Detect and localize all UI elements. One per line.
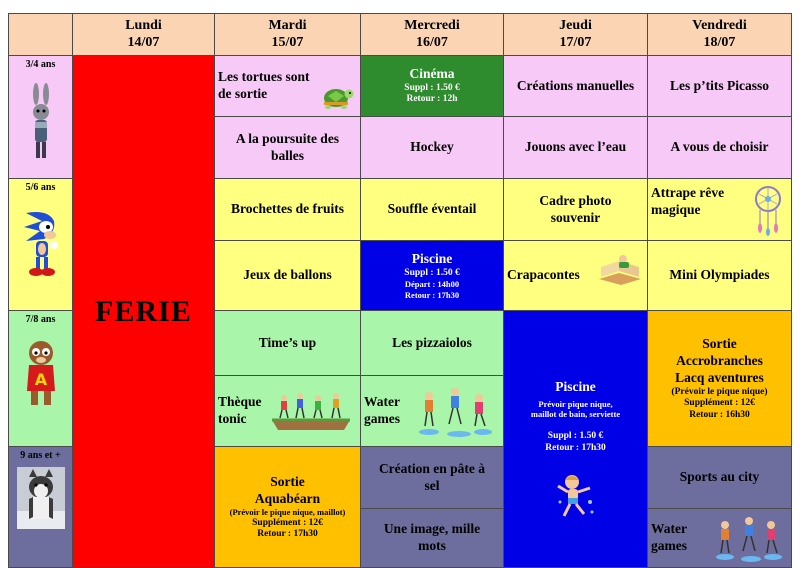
activity-piscine-mercredi [360,240,504,311]
swimmer-icon [556,472,596,520]
activity-retour: Retour : 17h30 [545,442,606,453]
age-label: 9 ans et + [20,450,61,461]
kids-playing-icon [268,390,354,436]
header-lundi [72,13,215,56]
activity-label: Jeux de ballons [243,267,332,283]
water-splash-icon [415,384,495,442]
age-5-6 [8,178,73,311]
ferie-cell [72,55,215,568]
activity-accrobranches [647,310,792,447]
day-date: 17/07 [559,34,592,50]
activity-title: Sortie Aquabéarn [254,473,321,506]
header-jeudi [503,13,648,56]
activity-label: Les pizzaiolos [392,334,472,350]
activity-suppl: Supplément : 12€ [684,398,755,409]
activity-label: A la poursuite des balles [235,130,340,163]
activity-hockey [360,116,504,179]
day-name: Lundi [125,18,162,34]
activity-title: Sortie Accrobranches Lacq aventures [675,336,764,385]
activity-water-games-vendredi [647,508,792,568]
activity-creations [503,55,648,117]
activity-title: Piscine [555,379,596,394]
activity-attrape-reve [647,178,792,241]
activity-retour: Retour : 17h30 [257,528,318,539]
activity-label: Time’s up [258,334,317,350]
activity-tortues [214,55,361,117]
activity-jouons-eau [503,116,648,179]
activity-note: Prévoir pique nique, maillot de bain, serviette [530,398,621,420]
activity-aquabearn [214,446,361,568]
activity-suppl: Suppl : 1.50 € [404,268,460,279]
activity-label: Les p’tits Picasso [670,77,769,93]
activity-label: Création en pâte à sel [378,460,486,493]
activity-brochettes [214,178,361,241]
water-splash-icon [713,515,785,563]
age-label: 3/4 ans [25,59,56,70]
activity-label: Water games [364,394,400,426]
chipmunk-icon [21,335,61,411]
activity-title: Piscine [411,251,453,267]
activity-label: Sports au city [679,469,760,485]
activity-mini-olympiades [647,240,792,311]
day-date: 14/07 [127,34,160,50]
dreamcatcher-icon [753,184,783,236]
activity-pate-sel [360,446,504,509]
activity-label: Crapacontes [507,267,580,283]
activity-note: (Prévoir le pique nique, maillot) [229,507,346,518]
activity-sports-city [647,446,792,509]
activity-crapacontes [503,240,648,311]
book-reading-icon [597,253,643,285]
day-name: Mercredi [404,18,460,34]
activity-title: Cinéma [409,66,455,82]
activity-cadre-photo [503,178,648,241]
age-7-8 [8,310,73,447]
day-name: Vendredi [692,18,747,34]
activity-label: Jouons avec l’eau [524,139,627,155]
activity-une-image [360,508,504,568]
activity-note: (Prévoir le pique nique) [671,386,768,397]
day-name: Mardi [268,18,307,34]
activity-label: Water games [651,521,687,553]
header-mercredi [360,13,504,56]
activity-label: Créations manuelles [516,77,635,93]
activity-poursuite [214,116,361,179]
day-date: 18/07 [703,34,736,50]
header-mardi [214,13,361,56]
rabbit-icon [26,82,56,162]
activity-label: Thèque tonic [218,394,262,426]
age-label: 5/6 ans [25,182,56,193]
activity-label: Attrape rêve magique [651,185,725,217]
activity-choisir [647,116,792,179]
activity-label: Souffle éventail [387,201,477,217]
activity-souffle [360,178,504,241]
activity-suppl: Supplément : 12€ [252,517,323,528]
svg-text:A: A [34,369,47,389]
activity-suppl: Suppl : 1.50 € [547,431,604,442]
ferie-label: FERIE [95,294,192,328]
activity-water-games-mercredi [360,375,504,447]
dog-photo-icon [17,467,65,529]
activity-label: Cadre photo souvenir [539,192,612,225]
activity-label: Mini Olympiades [669,267,770,283]
header-corner [8,13,73,56]
header-vendredi [647,13,792,56]
activity-depart: Départ : 14h00 [404,279,460,290]
activity-retour: Retour : 12h [406,94,458,105]
activity-label: A vous de choisir [670,139,769,155]
activity-retour: Retour : 17h30 [404,289,460,300]
activity-label: Les tortues sont de sortie [218,69,310,101]
activity-retour: Retour : 16h30 [689,409,750,420]
day-name: Jeudi [559,18,592,34]
hedgehog-icon [18,203,64,279]
activity-suppl: Suppl : 1.50 € [404,83,460,94]
day-date: 16/07 [416,34,448,50]
age-3-4 [8,55,73,179]
turtle-icon [320,82,354,112]
activity-times-up [214,310,361,376]
activity-pizzaiolos [360,310,504,376]
activity-piscine-jeudi [503,310,648,568]
activity-label: Une image, mille mots [383,521,481,553]
activity-picasso [647,55,792,117]
activity-label: Brochettes de fruits [231,201,344,217]
activity-theque [214,375,361,447]
day-date: 15/07 [271,34,304,50]
activity-jeux-ballons [214,240,361,311]
activity-cinema [360,55,504,117]
age-label: 7/8 ans [25,314,56,325]
age-9-plus [8,446,73,568]
activity-label: Hockey [410,139,454,155]
